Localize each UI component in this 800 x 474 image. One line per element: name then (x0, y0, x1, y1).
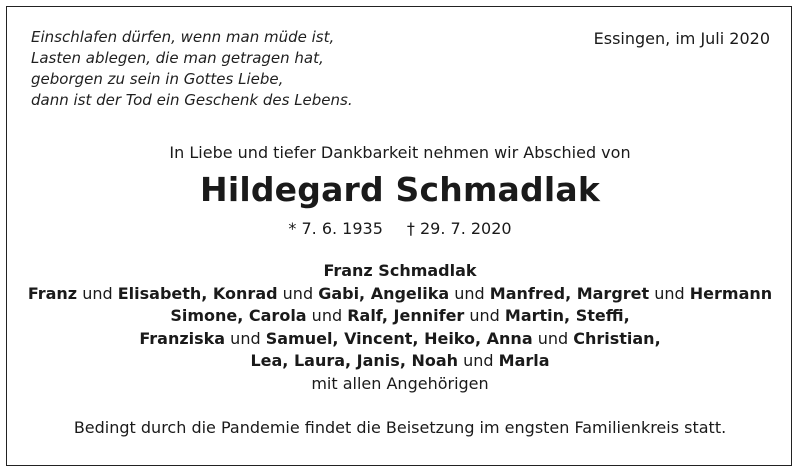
mourner-name: Manfred, Margret (489, 284, 650, 303)
mourner-line-grandchildren-2 (0, 328, 800, 351)
birth-date: * 7. 6. 1935 (288, 219, 383, 238)
conjunction: und (464, 306, 505, 325)
conjunction: und (449, 284, 490, 303)
mourner-line-grandchildren-1 (0, 305, 800, 328)
poem-quote (31, 27, 353, 111)
conjunction: und (225, 329, 266, 348)
deceased-name: Hildegard Schmadlak (200, 170, 600, 209)
mourner-name: Samuel, Vincent, Heiko, Anna (265, 329, 533, 348)
conjunction: und (458, 351, 499, 370)
intro-text: In Liebe und tiefer Dankbarkeit nehmen wir Abschied von (169, 143, 631, 162)
mourner-closing: mit allen Angehörigen (311, 374, 489, 393)
mourner-name: Ralf, Jennifer (347, 306, 465, 325)
mourner-name: Hermann (689, 284, 773, 303)
conjunction: und (306, 306, 348, 325)
mourner-name: Elisabeth, Konrad (117, 284, 278, 303)
poem-line: Lasten ablegen, die man getragen hat, (31, 49, 324, 67)
death-date: † 29. 7. 2020 (406, 219, 512, 238)
mourner-name: Franziska (139, 329, 226, 348)
conjunction: und (77, 284, 118, 303)
mourner-line-children (0, 283, 800, 306)
mourner-line-spouse (0, 260, 800, 283)
mourner-name: Martin, Steffi, (504, 306, 630, 325)
life-dates (0, 219, 800, 238)
mourner-name: Franz Schmadlak (323, 261, 477, 280)
conjunction: und (532, 329, 574, 348)
mourner-line-great-grandchildren (0, 350, 800, 373)
place-date: Essingen, im Juli 2020 (593, 29, 770, 48)
mourner-name: Marla (498, 351, 550, 370)
poem-line: Einschlafen dürfen, wenn man müde ist, (31, 28, 335, 46)
funeral-note: Bedingt durch die Pandemie findet die Beisetzung im engsten Familienkreis statt. (73, 418, 727, 437)
conjunction: und (277, 284, 319, 303)
conjunction: und (649, 284, 690, 303)
poem-line: geborgen zu sein in Gottes Liebe, (31, 70, 284, 88)
mourner-name: Simone, Carola (170, 306, 307, 325)
mourner-name: Franz (27, 284, 78, 303)
mourner-name: Lea, Laura, Janis, Noah (250, 351, 459, 370)
poem-line: dann ist der Tod ein Geschenk des Lebens. (31, 91, 353, 109)
mourner-name: Christian, (573, 329, 661, 348)
mourner-name: Gabi, Angelika (318, 284, 450, 303)
